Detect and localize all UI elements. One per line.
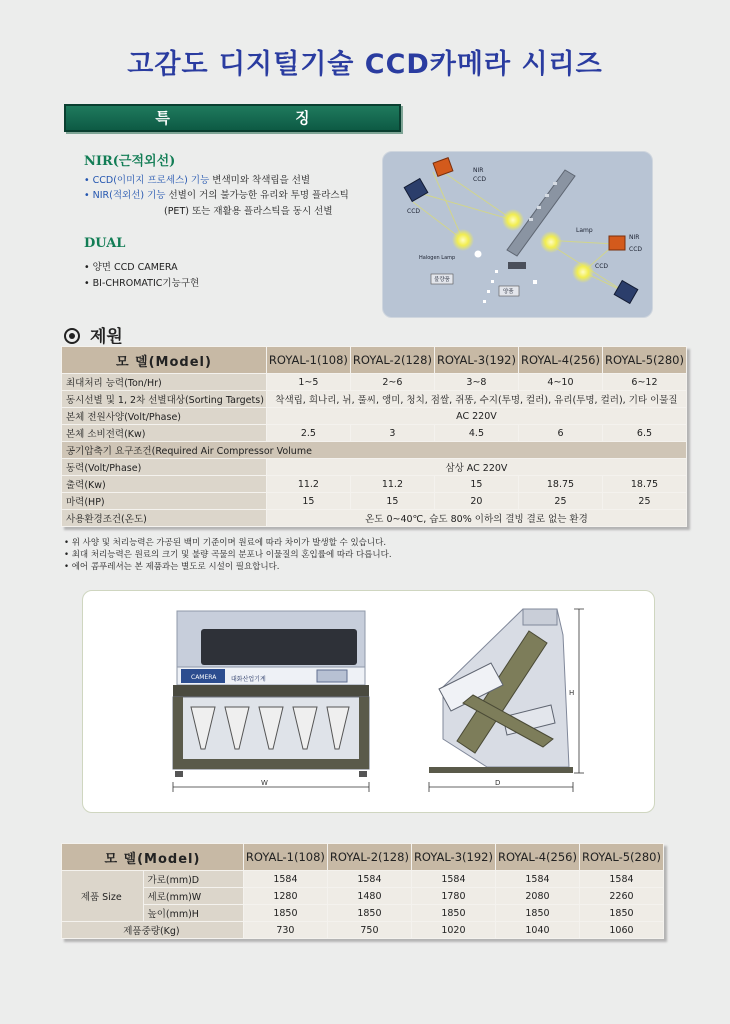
dim-h-label: H bbox=[569, 689, 575, 697]
size-cell: 2080 bbox=[495, 888, 579, 905]
note-item: • 최대 처리능력은 원료의 크기 및 불량 곡물의 분포나 이물질의 혼입률에 따라 다릅니다. bbox=[64, 550, 392, 560]
spec-cell: 25 bbox=[602, 493, 686, 510]
size-cell: 730 bbox=[243, 922, 327, 939]
size-label-depth: 가로(mm)D bbox=[143, 871, 243, 888]
size-cell: 1850 bbox=[411, 905, 495, 922]
diagram-label-ccd-bottom: CCD bbox=[595, 263, 608, 270]
diagram-label-ccd-left: CCD bbox=[407, 208, 420, 215]
size-label-width: 세로(mm)W bbox=[143, 888, 243, 905]
size-cell: 1584 bbox=[327, 871, 411, 888]
machine-illustration bbox=[82, 590, 655, 813]
nir-bullet-ccd-highlight: • CCD(이미지 프로세스) 기능 bbox=[84, 175, 210, 186]
size-model-3: ROYAL-3(192) bbox=[411, 844, 495, 871]
spec-row-power-use bbox=[62, 425, 687, 442]
note-item: • 위 사양 및 처리능력은 가공된 백미 기준이며 원료에 따라 차이가 발생할 수 있습니다. bbox=[64, 538, 387, 548]
spec-cell-env: 온도 0~40℃, 습도 80% 이하의 결빙 결로 없는 환경 bbox=[266, 510, 686, 527]
nir-bullet-ccd bbox=[84, 172, 310, 186]
size-row-weight bbox=[62, 922, 664, 939]
spec-model-2: ROYAL-2(128) bbox=[350, 347, 434, 374]
nir-bullet-continuation: (PET) 또는 재활용 플라스틱을 동시 선별 bbox=[164, 206, 333, 217]
spec-cell: 3 bbox=[350, 425, 434, 442]
spec-cell: 25 bbox=[518, 493, 602, 510]
diagram-label-lamp: Lamp bbox=[576, 227, 593, 234]
size-cell: 1850 bbox=[495, 905, 579, 922]
nir-bullet-nir-text: 선별이 거의 불가능한 유리와 투명 플라스틱 bbox=[165, 190, 349, 201]
spec-label-hp: 마력(HP) bbox=[62, 493, 267, 510]
spec-row-output bbox=[62, 476, 687, 493]
diagram-label-halogen: Halogen Lamp bbox=[419, 255, 456, 261]
note-item: • 에어 콤푸레셔는 본 제품과는 별도로 시설이 필요합니다. bbox=[64, 562, 280, 572]
spec-cell: 15 bbox=[350, 493, 434, 510]
spec-model-4: ROYAL-4(256) bbox=[518, 347, 602, 374]
spec-cell: 15 bbox=[434, 476, 518, 493]
optical-diagram-svg bbox=[383, 152, 653, 318]
spec-cell: 15 bbox=[266, 493, 350, 510]
spec-row-air bbox=[62, 442, 687, 459]
diagram-label-nir-right: NIR bbox=[629, 234, 640, 241]
spec-cell-power-spec: AC 220V bbox=[266, 408, 686, 425]
spec-cell: 6.5 bbox=[602, 425, 686, 442]
size-row-width bbox=[62, 888, 664, 905]
spec-header-row bbox=[62, 347, 687, 374]
size-model-1: ROYAL-1(108) bbox=[243, 844, 327, 871]
spec-cell: 4~10 bbox=[518, 374, 602, 391]
size-row-height bbox=[62, 905, 664, 922]
spec-label-power-use: 본체 소비전력(Kw) bbox=[62, 425, 267, 442]
spec-heading bbox=[64, 322, 123, 347]
size-cell: 750 bbox=[327, 922, 411, 939]
spec-label-air: 공기압축기 요구조건(Required Air Compressor Volume bbox=[62, 442, 687, 459]
page-title: 고감도 디지털기술 CCD카메라 시리즈 bbox=[127, 49, 603, 80]
size-cell: 1850 bbox=[579, 905, 663, 922]
spec-cell: 1~5 bbox=[266, 374, 350, 391]
spec-row-power-spec bbox=[62, 408, 687, 425]
spec-table bbox=[61, 346, 687, 527]
spec-label-env: 사용환경조건(온도) bbox=[62, 510, 267, 527]
spec-row-volt bbox=[62, 459, 687, 476]
spec-cell: 11.2 bbox=[350, 476, 434, 493]
diagram-label-nir-top: NIR bbox=[473, 167, 484, 174]
spec-label-volt: 동력(Volt/Phase) bbox=[62, 459, 267, 476]
spec-cell: 6~12 bbox=[602, 374, 686, 391]
features-heading: 특 징 bbox=[64, 104, 401, 132]
spec-cell: 20 bbox=[434, 493, 518, 510]
front-company-text: 대화산업기계 bbox=[231, 676, 266, 683]
size-cell: 2260 bbox=[579, 888, 663, 905]
dual-title: DUAL bbox=[84, 236, 126, 251]
spec-cell-targets: 착색립, 희나리, 뉘, 풀씨, 앵미, 청치, 점쌀, 쥐똥, 수지(투명, 컬러), 유리(투명, 컬러), 기타 이물질 bbox=[266, 391, 686, 408]
size-cell: 1584 bbox=[411, 871, 495, 888]
spec-label-targets: 동시선별 및 1, 2차 선별대상(Sorting Targets) bbox=[62, 391, 267, 408]
size-table bbox=[61, 843, 664, 939]
spec-label-power-spec: 본체 전원사양(Volt/Phase) bbox=[62, 408, 267, 425]
machine-drawing-svg bbox=[83, 591, 655, 813]
size-header-row bbox=[62, 844, 664, 871]
bullet-circle-icon bbox=[64, 328, 80, 344]
spec-row-hp bbox=[62, 493, 687, 510]
spec-label-output: 출력(Kw) bbox=[62, 476, 267, 493]
dim-w-label: W bbox=[261, 779, 268, 787]
spec-notes bbox=[64, 537, 392, 573]
diagram-label-reject: 불량품 bbox=[434, 277, 450, 283]
spec-model-header: 모 델(Model) bbox=[62, 347, 267, 374]
spec-model-3: ROYAL-3(192) bbox=[434, 347, 518, 374]
size-row-depth bbox=[62, 871, 664, 888]
diagram-label-good: 양품 bbox=[503, 289, 514, 295]
spec-cell: 3~8 bbox=[434, 374, 518, 391]
nir-title: NIR(근적외선) bbox=[84, 154, 176, 169]
spec-cell: 2.5 bbox=[266, 425, 350, 442]
size-cell: 1584 bbox=[495, 871, 579, 888]
machine-front-view bbox=[173, 611, 369, 792]
machine-side-view bbox=[429, 609, 584, 792]
size-model-5: ROYAL-5(280) bbox=[579, 844, 663, 871]
spec-cell-volt: 삼상 AC 220V bbox=[266, 459, 686, 476]
nir-bullet-nir-highlight: • NIR(적외선) 기능 bbox=[84, 190, 166, 201]
size-cell: 1480 bbox=[327, 888, 411, 905]
dual-bullet-bichromatic: • BI-CHROMATIC기능구현 bbox=[84, 278, 200, 289]
spec-cell: 18.75 bbox=[602, 476, 686, 493]
size-cell: 1280 bbox=[243, 888, 327, 905]
spec-model-1: ROYAL-1(108) bbox=[266, 347, 350, 374]
dual-bullet-camera: • 양면 CCD CAMERA bbox=[84, 262, 178, 273]
spec-cell: 6 bbox=[518, 425, 602, 442]
diagram-label-ccd-top: CCD bbox=[473, 176, 486, 183]
optical-diagram bbox=[382, 151, 653, 318]
spec-cell: 2~6 bbox=[350, 374, 434, 391]
spec-cell: 18.75 bbox=[518, 476, 602, 493]
spec-cell: 4.5 bbox=[434, 425, 518, 442]
size-model-header: 모 델(Model) bbox=[62, 844, 244, 871]
nir-bullet-ccd-text: 변색미와 착색립을 선별 bbox=[209, 175, 311, 186]
spec-label-capacity: 최대처리 능력(Ton/Hr) bbox=[62, 374, 267, 391]
diagram-label-ccd-right: CCD bbox=[629, 246, 642, 253]
size-model-2: ROYAL-2(128) bbox=[327, 844, 411, 871]
front-brand-text: CAMERA bbox=[191, 674, 217, 681]
size-cell: 1060 bbox=[579, 922, 663, 939]
size-cell: 1584 bbox=[243, 871, 327, 888]
size-cell: 1780 bbox=[411, 888, 495, 905]
spec-row-targets bbox=[62, 391, 687, 408]
size-cell: 1020 bbox=[411, 922, 495, 939]
size-label-height: 높이(mm)H bbox=[143, 905, 243, 922]
spec-heading-text: 제원 bbox=[90, 327, 123, 347]
size-cell: 1850 bbox=[327, 905, 411, 922]
size-cell: 1584 bbox=[579, 871, 663, 888]
spec-cell: 11.2 bbox=[266, 476, 350, 493]
size-group-label: 제품 Size bbox=[62, 871, 144, 922]
spec-row-capacity bbox=[62, 374, 687, 391]
size-cell: 1040 bbox=[495, 922, 579, 939]
spec-row-env bbox=[62, 510, 687, 527]
size-cell: 1850 bbox=[243, 905, 327, 922]
nir-bullet-nir bbox=[84, 187, 349, 201]
spec-model-5: ROYAL-5(280) bbox=[602, 347, 686, 374]
size-model-4: ROYAL-4(256) bbox=[495, 844, 579, 871]
dim-d-label: D bbox=[495, 779, 501, 787]
size-label-weight: 제품중량(Kg) bbox=[62, 922, 244, 939]
